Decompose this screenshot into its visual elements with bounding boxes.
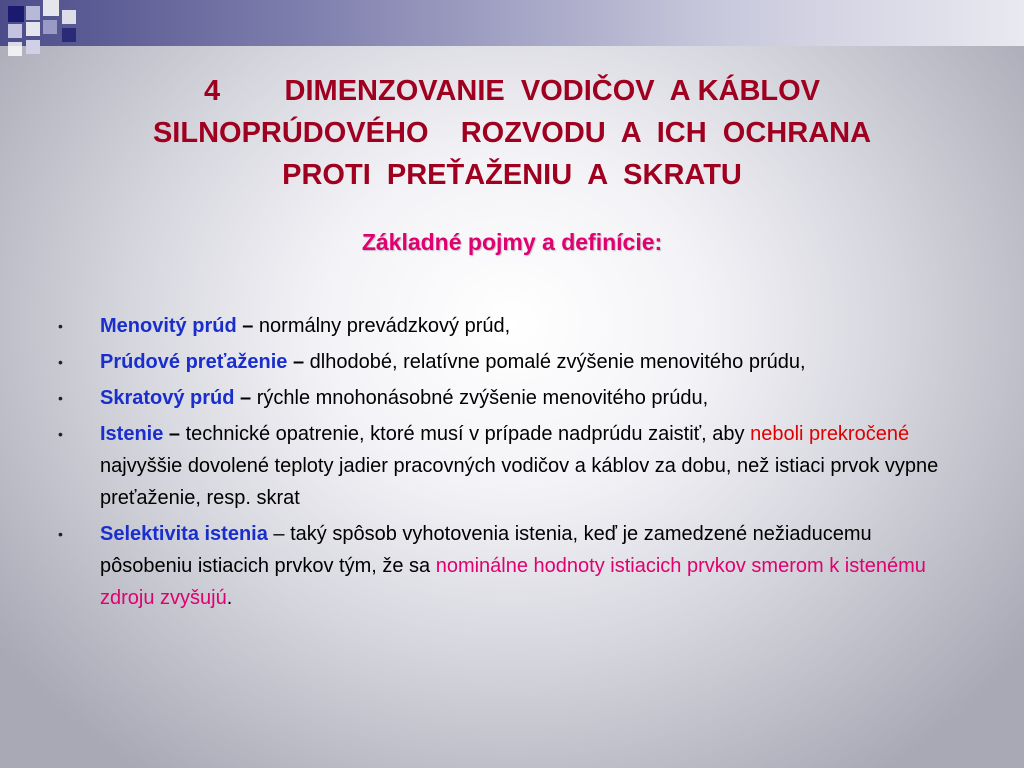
definition-dash: –: [287, 351, 310, 373]
bullet-icon: •: [58, 526, 63, 542]
list-item: [58, 346, 958, 378]
bullet-icon: •: [58, 354, 63, 370]
definition-term: Prúdové preťaženie: [100, 351, 288, 373]
square-white: [26, 22, 40, 36]
list-item: [58, 382, 958, 414]
square-white: [62, 10, 76, 24]
definition-text: .: [226, 587, 233, 609]
section-subtitle: Základné pojmy a definície:: [361, 229, 663, 255]
header-band: [0, 0, 1024, 46]
list-item: [58, 518, 958, 614]
square-light: [26, 40, 40, 54]
highlight-text: neboli prekročené: [750, 423, 910, 445]
square-white: [43, 0, 59, 16]
definition-dash: –: [236, 315, 259, 337]
title-line: PROTI PREŤAŽENIU A SKRATU: [282, 159, 742, 191]
page-title: [40, 70, 984, 196]
square-dark: [62, 28, 76, 42]
square-light: [43, 20, 57, 34]
title-line: 4 DIMENZOVANIE VODIČOV A KÁBLOV: [203, 75, 821, 107]
definition-list: [58, 310, 958, 618]
definition-term: Istenie: [100, 423, 164, 445]
list-item: [58, 310, 958, 342]
list-item: [58, 418, 958, 514]
definition-term: Menovitý prúd: [100, 315, 237, 337]
bullet-icon: •: [58, 318, 63, 334]
definition-dash: –: [267, 523, 291, 545]
square-white: [8, 42, 22, 56]
title-line: SILNOPRÚDOVÉHO ROZVODU A ICH OCHRANA: [152, 117, 872, 149]
definition-text: najvyššie dovolené teploty jadier pracovných vodičov a káblov za dobu, než istiaci prvok vypne preťaženie, resp. skrat: [100, 455, 939, 509]
definition-text: technické opatrenie, ktoré musí v prípade nadprúdu zaistiť, aby: [185, 423, 751, 445]
bullet-icon: •: [58, 390, 63, 406]
definition-dash: –: [234, 387, 257, 409]
bullet-icon: •: [58, 426, 63, 442]
definition-text: normálny prevádzkový prúd,: [258, 315, 511, 337]
definition-term: Selektivita istenia: [100, 523, 268, 545]
definition-text: taký spôsob vyhotovenia istenia, keď je zamedzené nežiaducemu pôsobeniu istiacich prvkov tým, že sa: [100, 523, 872, 577]
definition-text: rýchle mnohonásobné zvýšenie menovitého prúdu,: [256, 387, 709, 409]
square-dark: [8, 6, 24, 22]
definition-text: dlhodobé, relatívne pomalé zvýšenie menovitého prúdu,: [309, 351, 806, 373]
definition-dash: –: [163, 423, 186, 445]
highlight-text: nominálne hodnoty istiacich prvkov smerom k istenému zdroju zvyšujú: [100, 555, 926, 609]
square-light: [26, 6, 40, 20]
square-light: [8, 24, 22, 38]
definition-term: Skratový prúd: [100, 387, 235, 409]
